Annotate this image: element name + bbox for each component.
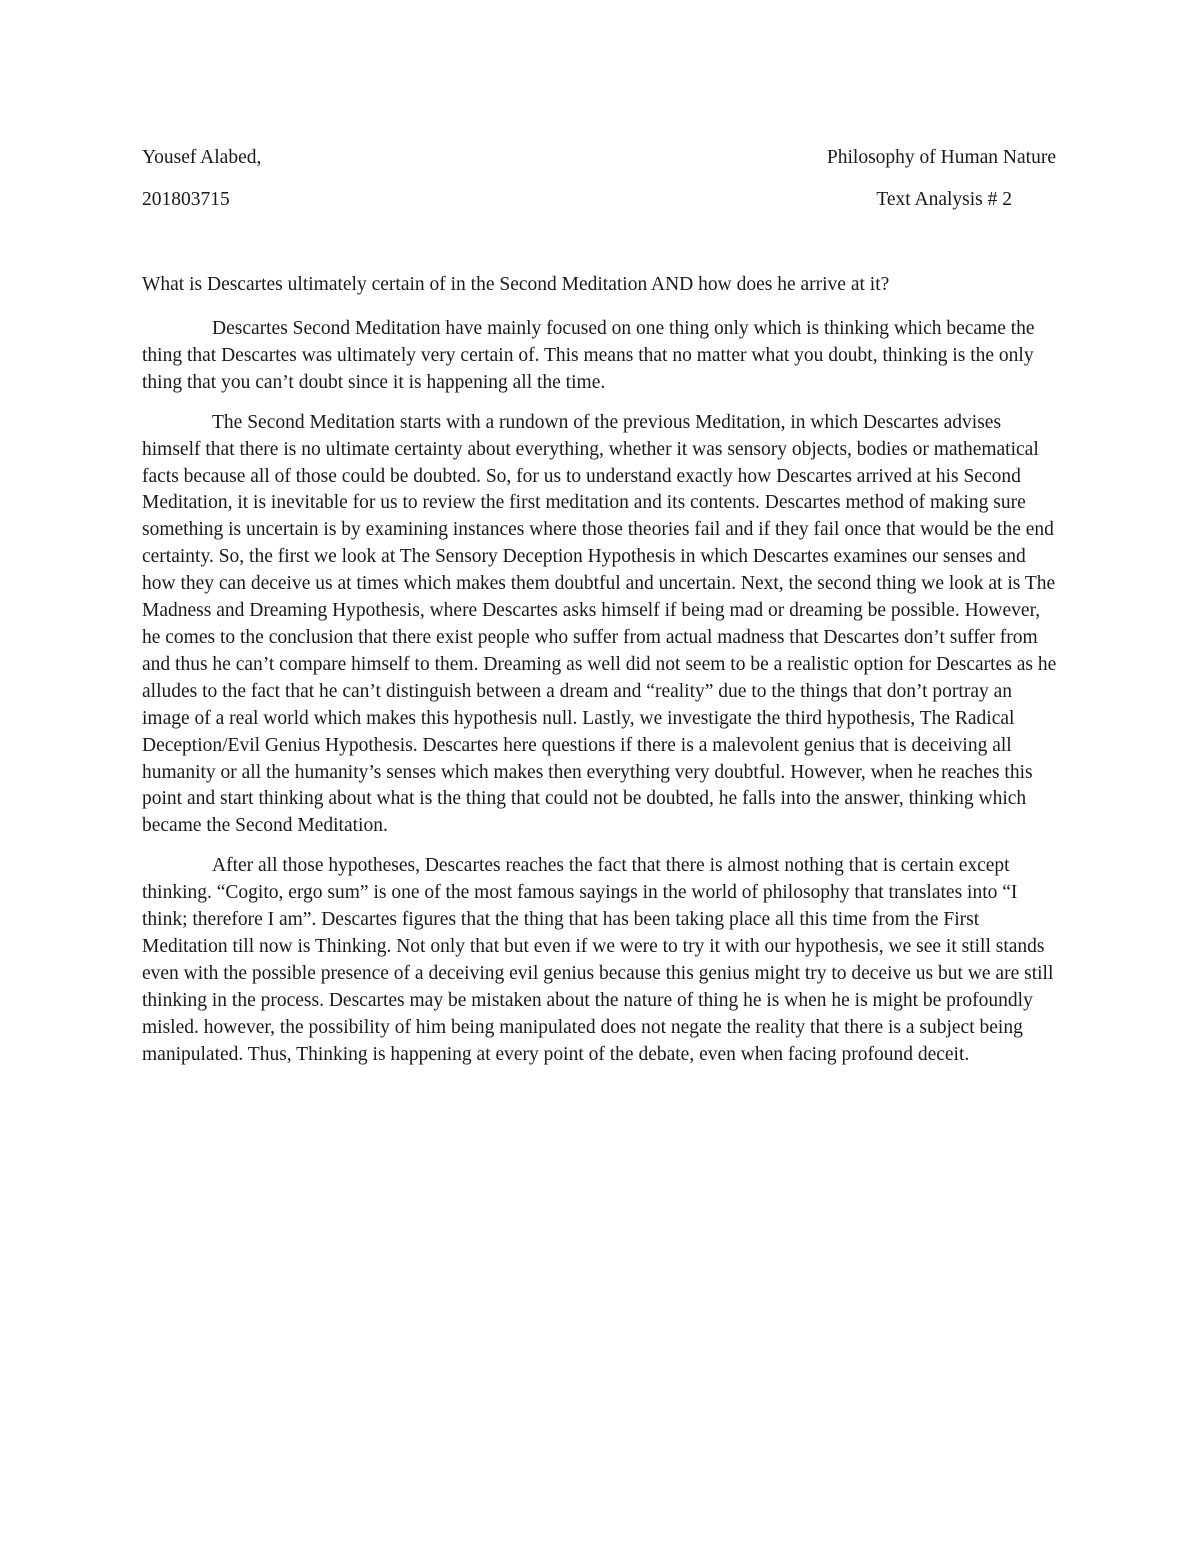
essay-question: What is Descartes ultimately certain of in the Second Meditation AND how does he arrive at it?: [142, 274, 890, 295]
paragraph-1: Descartes Second Meditation have mainly focused on one thing only which is thinking which became the thing that Descartes was ultimately very certain of. This means that no matter what you doubt, thinking is the only thing that you can’t doubt since it is happening all the time.: [142, 318, 1035, 393]
author-name: Yousef Alabed,: [142, 147, 262, 168]
student-id: 201803715: [142, 189, 230, 210]
assignment-title: Text Analysis # 2: [876, 189, 1012, 210]
paragraph-2: The Second Meditation starts with a rundown of the previous Meditation, in which Descartes advises himself that there is no ultimate certainty about everything, whether it was sensory objects, bodies or mathematical facts because all of those could be doubted. So, for us to understand exactly how Descartes arrived at his Second Meditation, it is inevitable for us to review the first meditation and its contents. Descartes method of making sure something is uncertain is by examining instances where those theories fail and if they fail once that would be the end certainty. So, the first we look at The Sensory Deception Hypothesis in which Descartes examines our senses and how they can deceive us at times which makes them doubtful and uncertain. Next, the second thing we look at is The Madness and Dreaming Hypothesis, where Descartes asks himself if being mad or dreaming be possible. However, he comes to the conclusion that there exist people who suffer from actual madness that Descartes don’t suffer from and thus he can’t compare himself to them. Dreaming as well did not seem to be a realistic option for Descartes as he alludes to the fact that he can’t distinguish between a dream and “reality” due to the things that don’t portray an image of a real world which makes this hypothesis null. Lastly, we investigate the third hypothesis, The Radical Deception/Evil Genius Hypothesis. Descartes here questions if there is a malevolent genius that is deceiving all humanity or all the humanity’s senses which makes then everything very doubtful. However, when he reaches this point and start thinking about what is the thing that could not be doubted, he falls into the answer, thinking which became the Second Meditation.: [142, 411, 1057, 837]
header-row-2: [142, 188, 1056, 212]
header-row-1: [142, 146, 1056, 170]
paragraph-3: After all those hypotheses, Descartes reaches the fact that there is almost nothing that is certain except thinking. “Cogito, ergo sum” is one of the most famous sayings in the world of philosophy that translates into “I think; therefore I am”. Descartes figures that the thing that has been taking place all this time from the First Meditation till now is Thinking. Not only that but even if we were to try it with our hypothesis, we see it still stands even with the possible presence of a deceiving evil genius because this genius might try to deceive us but we are still thinking in the process. Descartes may be mistaken about the nature of thing he is when he is might be profoundly misled. however, the possibility of him being manipulated does not negate the reality that there is a subject being manipulated. Thus, Thinking is happening at every point of the debate, even when facing profound deceit.: [142, 855, 1054, 1065]
course-title: Philosophy of Human Nature: [826, 147, 1056, 168]
essay-body: [142, 316, 1060, 1081]
